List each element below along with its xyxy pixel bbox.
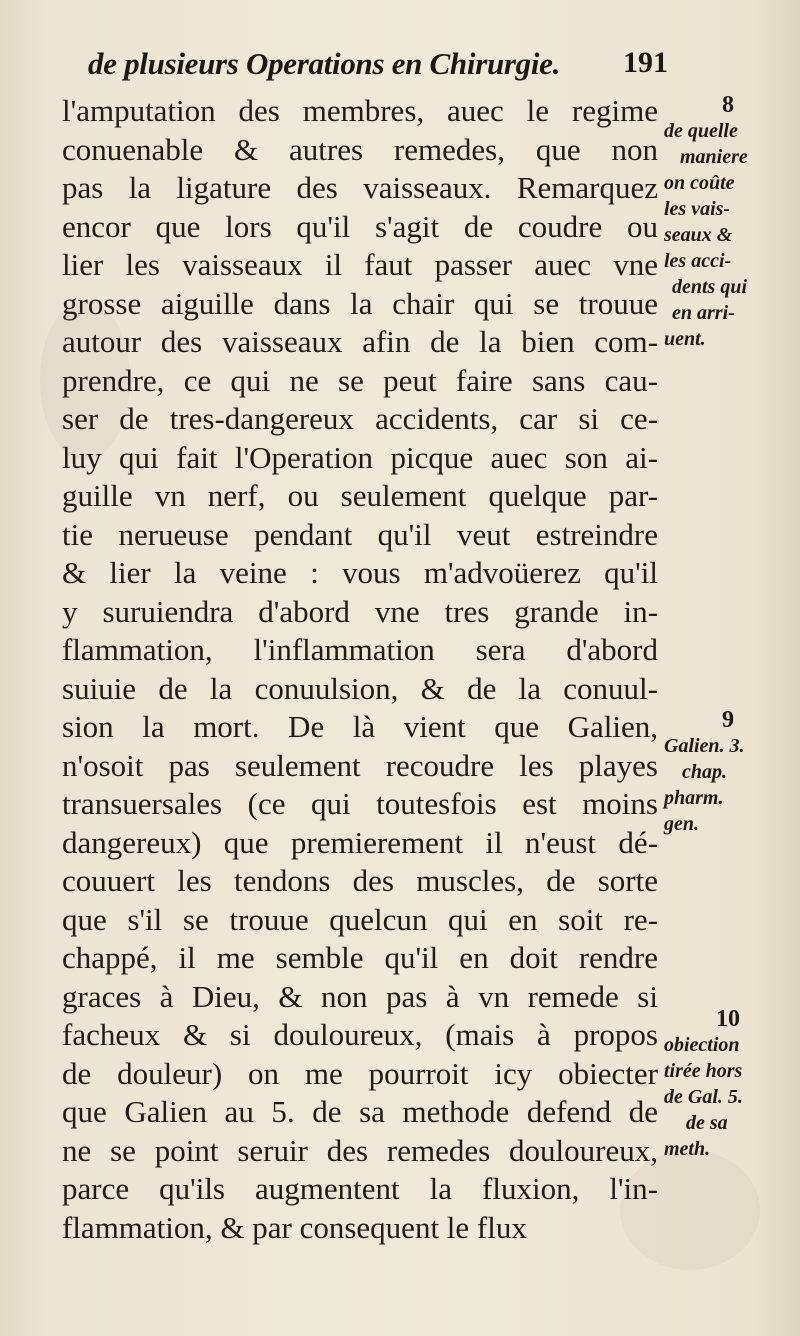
- margin-note-line: les acci-: [664, 250, 732, 272]
- text-line: transuersales (ce qui toutesfois est moins: [62, 786, 658, 821]
- margin-note-line: tirée hors: [664, 1060, 743, 1082]
- text-line: conuenable & autres remedes, que non: [62, 131, 658, 167]
- text-line: couuert les tendons des muscles, de sorte: [62, 863, 658, 898]
- margin-note-line: Galien. 3.: [664, 735, 745, 757]
- margin-note-line: les vais-: [664, 198, 731, 220]
- margin-note-line: seaux &: [664, 224, 733, 246]
- margin-note-line: gen.: [664, 813, 699, 835]
- margin-note-line: maniere: [680, 146, 748, 168]
- text-line: encor que lors qu'il s'agit de coudre ou: [62, 208, 658, 244]
- text-line: flammation, & par consequent le flux: [62, 1209, 527, 1245]
- margin-note-number: 10: [716, 1006, 740, 1032]
- margin-note-number: 9: [722, 707, 734, 733]
- text-line: parce qu'ils augmentent la fluxion, l'in-: [62, 1171, 658, 1206]
- text-line: guille vn nerf, ou seulement quelque par-: [62, 478, 658, 513]
- margin-note: [664, 707, 792, 837]
- text-line: y suruiendra d'abord vne tres grande in-: [62, 593, 658, 629]
- text-line: autour des vaisseaux afin de la bien com-: [62, 324, 658, 359]
- text-line: tie nerueuse pendant qu'il veut estreindre: [62, 516, 658, 552]
- margin-note-line: de quelle: [664, 120, 738, 142]
- text-line: luy qui fait l'Operation picque auec son ai-: [62, 439, 658, 475]
- text-line: graces à Dieu, & non pas à vn remede si: [62, 978, 658, 1014]
- margin-note-line: de sa: [686, 1112, 728, 1134]
- margin-note-line: en arri-: [672, 302, 735, 324]
- margin-note-line: chap.: [682, 761, 727, 783]
- margin-note: [664, 92, 792, 352]
- text-line: dangereux) que premierement il n'eust dé-: [62, 824, 658, 860]
- page-number: 191: [623, 46, 668, 79]
- margin-note-line: dents qui: [672, 276, 748, 298]
- text-line: flammation, l'inflammation sera d'abord: [62, 632, 658, 667]
- text-line: l'amputation des membres, auec le regime: [62, 93, 658, 128]
- margin-note-line: meth.: [664, 1138, 711, 1160]
- margin-note-line: obiection: [664, 1034, 740, 1056]
- running-head: [88, 46, 668, 90]
- text-line: suiuie de la conuulsion, & de la conuul-: [62, 670, 658, 706]
- text-line: chappé, il me semble qu'il en doit rendre: [62, 940, 658, 975]
- margin-note-line: uent.: [664, 328, 706, 350]
- margin-note-line: de Gal. 5.: [664, 1086, 743, 1108]
- text-line: que s'il se trouue quelcun qui en soit re-: [62, 901, 658, 937]
- text-line: sion la mort. De là vient que Galien,: [62, 709, 658, 744]
- margin-note: [664, 1006, 792, 1162]
- margin-note-line: pharm.: [664, 787, 724, 809]
- text-line: facheux & si douloureux, (mais à propos: [62, 1017, 658, 1052]
- text-line: prendre, ce qui ne se peut faire sans cau-: [62, 362, 658, 398]
- text-line: pas la ligature des vaisseaux. Remarquez: [62, 170, 658, 205]
- body-text: [62, 92, 658, 1247]
- text-line: grosse aiguille dans la chair qui se trouue: [62, 285, 658, 321]
- running-title: de plusieurs Operations en Chirurgie.: [88, 46, 561, 81]
- margin-note-line: on coûte: [664, 172, 735, 194]
- text-line: lier les vaisseaux il faut passer auec vne: [62, 247, 658, 282]
- text-line: que Galien au 5. de sa methode defend de: [62, 1094, 658, 1129]
- text-line: ne se point seruir des remedes douloureux,: [62, 1132, 658, 1168]
- margin-note-number: 8: [722, 92, 734, 118]
- text-line: de douleur) on me pourroit icy obiecter: [62, 1055, 658, 1091]
- text-line: n'osoit pas seulement recoudre les playes: [62, 747, 658, 783]
- text-line: & lier la veine : vous m'advoüerez qu'il: [62, 555, 658, 590]
- text-line: ser de tres-dangereux accidents, car si ce-: [62, 401, 658, 436]
